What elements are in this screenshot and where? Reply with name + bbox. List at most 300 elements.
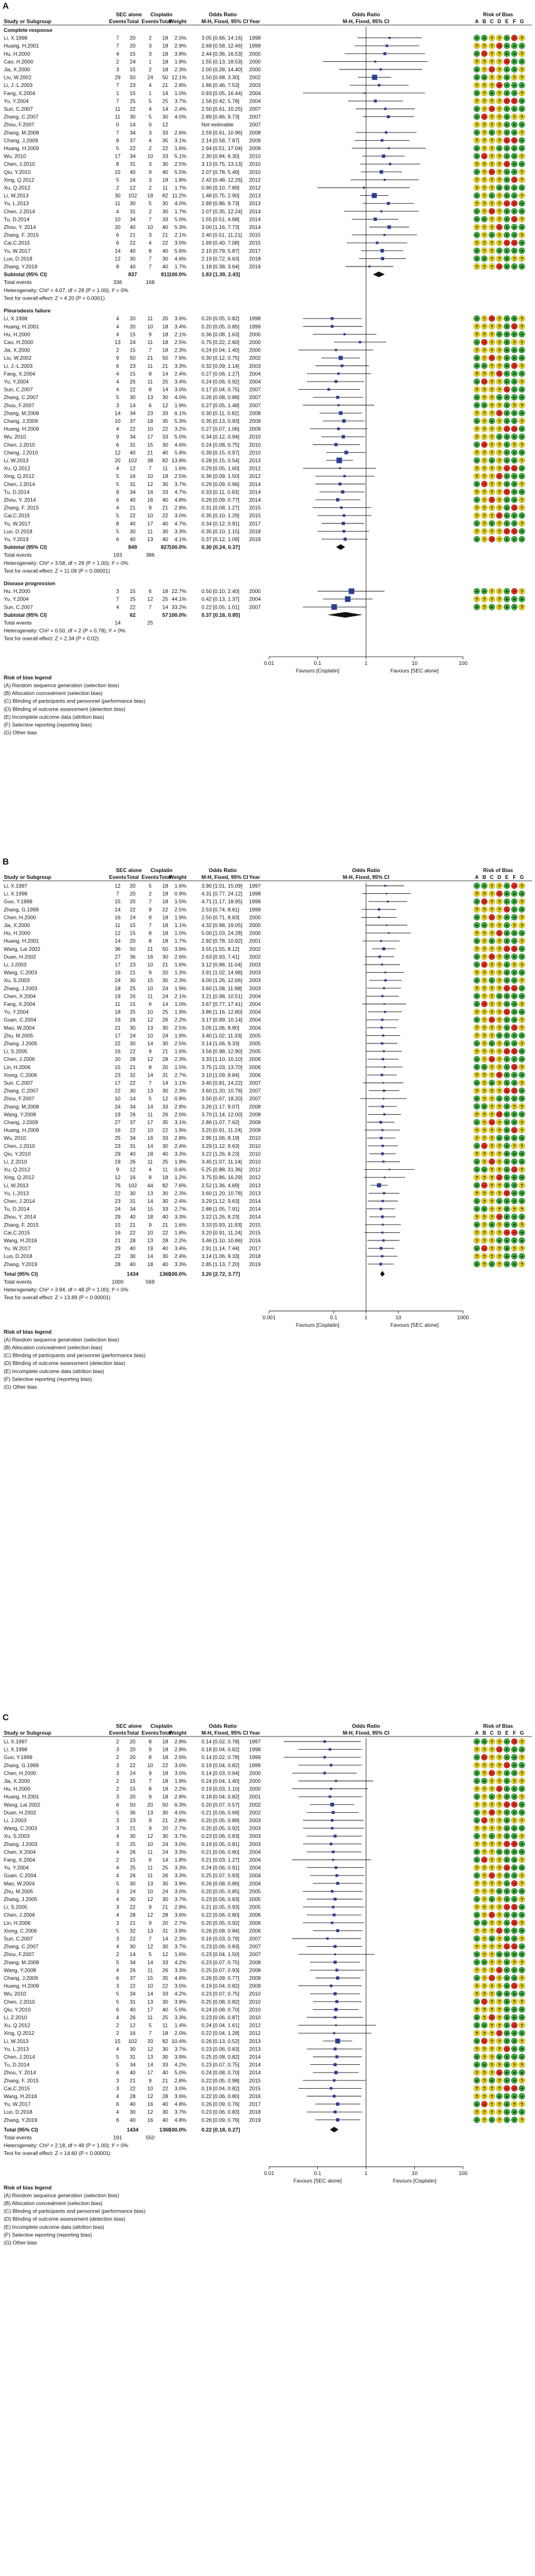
events-b: 17 (147, 434, 153, 440)
events-b: 8 (148, 1738, 152, 1745)
point-estimate-square (374, 99, 377, 103)
study-name: Hu, H.2000 (4, 1785, 31, 1792)
total-a: 34 (130, 1959, 136, 1965)
rob-symbol: ? (497, 419, 501, 424)
events-a: 36 (115, 945, 121, 952)
total-b: 18 (162, 883, 168, 889)
rob-symbol: ? (490, 1984, 494, 1989)
rob-symbol: + (520, 490, 524, 495)
rob-symbol: − (490, 68, 494, 73)
rob-symbol: + (512, 2016, 516, 2021)
weight-value: 0.9% (174, 890, 186, 897)
rob-symbol: − (497, 84, 501, 88)
events-b: 3 (148, 176, 152, 183)
summary-total-a: 1434 (126, 2126, 139, 2133)
rob-symbol: + (505, 380, 509, 385)
weight-value: 22.7% (171, 588, 186, 595)
study-name: Zhang, C.2007 (4, 1943, 39, 1950)
rob-symbol: ? (490, 1247, 494, 1252)
rob-symbol: + (520, 1073, 524, 1078)
events-b: 18 (147, 1214, 153, 1220)
events-b: 17 (147, 2006, 153, 2013)
study-name: Jia, X.2000 (4, 66, 30, 73)
study-name: Yu, W.2017 (4, 520, 31, 527)
events-b: 10 (147, 1840, 153, 1847)
x-tick-label: 100 (459, 2169, 467, 2176)
rob-symbol: + (475, 443, 479, 448)
events-b: 12 (147, 1896, 153, 1902)
rob-symbol: + (505, 1858, 509, 1863)
header-rob-letter: E (505, 18, 509, 24)
rob-symbol: ? (490, 388, 494, 393)
events-a: 3 (116, 2077, 120, 2084)
total-a: 40 (130, 535, 136, 542)
year-value: 2010 (249, 449, 261, 456)
study-name: Zhang, F. 2015 (4, 504, 39, 511)
rob-symbol: + (505, 1255, 509, 1259)
total-a: 16 (130, 176, 136, 183)
weight-value: 1.8% (174, 58, 186, 65)
or-ci-value: 2.59 [0.61, 10.96] (201, 129, 243, 136)
rob-symbol: + (512, 1890, 516, 1895)
rob-symbol: − (490, 916, 494, 921)
weight-value: 2.1% (174, 993, 186, 1000)
rob-symbol: − (512, 1065, 516, 1070)
total-b: 18 (162, 898, 168, 905)
total-a: 28 (130, 2093, 136, 2099)
rob-symbol: − (490, 537, 494, 542)
summary-weight: 100.0% (168, 611, 186, 618)
or-ci-value: 0.93 [0.05, 16.44] (201, 89, 243, 96)
or-ci-value: 0.24 [0.08, 0.75] (201, 441, 240, 448)
year-value: 2010 (249, 153, 261, 160)
weight-value: 7.6% (174, 1182, 186, 1189)
rob-symbol: ? (482, 60, 486, 65)
rob-symbol: + (505, 1223, 509, 1228)
total-b: 18 (162, 2030, 168, 2037)
rob-symbol: + (512, 249, 516, 254)
rob-symbol: ? (497, 522, 501, 527)
bias-legend-item: (G) Other bias (4, 1384, 38, 1390)
events-b: 8 (148, 1174, 152, 1181)
events-a: 22 (115, 1040, 121, 1047)
weight-value: 5.1% (174, 153, 186, 160)
study-name: Li, J.-L.2003 (4, 362, 33, 369)
events-a: 27 (115, 1119, 121, 1125)
rob-symbol: + (505, 474, 509, 479)
events-a: 6 (116, 2006, 120, 2013)
rob-symbol: + (475, 1772, 479, 1777)
header-rob-letter: C (489, 874, 494, 880)
rob-symbol: ? (475, 986, 479, 991)
year-value: 2006 (249, 1919, 261, 1926)
point-estimate-square (378, 908, 380, 911)
rob-symbol: ? (520, 2063, 524, 2068)
events-b: 10 (147, 473, 153, 480)
rob-symbol: − (497, 1969, 501, 1974)
rob-symbol: ? (520, 1858, 524, 1863)
total-b: 18 (162, 338, 168, 345)
study-name: Luo, D.2018 (4, 255, 33, 262)
total-a: 40 (130, 1150, 136, 1157)
rob-symbol: ? (482, 1929, 486, 1934)
rob-symbol: − (505, 388, 509, 393)
rob-symbol: ? (497, 955, 501, 960)
rob-symbol: ? (482, 947, 486, 952)
rob-symbol: ? (482, 225, 486, 230)
rob-symbol: ? (497, 947, 501, 952)
weight-value: 2.6% (174, 953, 186, 960)
total-b: 30 (162, 1943, 168, 1950)
total-a: 21 (130, 231, 136, 238)
or-ci-value: 0.36 [0.08, 1.63] (201, 331, 240, 338)
rob-symbol: + (520, 1152, 524, 1157)
total-b: 26 (162, 1872, 168, 1879)
total-a: 26 (130, 1872, 136, 1879)
rob-symbol: ? (475, 2032, 479, 2036)
rob-symbol: ? (497, 537, 501, 542)
rob-symbol: − (497, 265, 501, 270)
year-value: 2003 (249, 1825, 261, 1832)
total-b: 40 (162, 168, 168, 175)
or-ci-value: 2.50 [0.61, 10.25] (201, 106, 243, 112)
point-estimate-square (336, 1882, 339, 1885)
rob-symbol: + (505, 451, 509, 456)
rob-symbol: + (490, 233, 494, 238)
total-a: 22 (130, 604, 136, 611)
total-a: 26 (130, 1017, 136, 1023)
rob-symbol: + (505, 1772, 509, 1777)
rob-symbol: + (505, 1137, 509, 1141)
study-name: Zhang, M.2008 (4, 129, 39, 136)
rob-symbol: − (497, 1113, 501, 1118)
point-estimate-square (342, 435, 345, 438)
study-name: Zhou, Y. 2014 (4, 2069, 36, 2076)
weight-value: 7.6% (174, 355, 186, 362)
rob-symbol: ? (475, 139, 479, 144)
rob-symbol: ? (482, 163, 486, 167)
events-b: 14 (147, 1253, 153, 1260)
study-name: Hu, H.2000 (4, 50, 31, 57)
events-a: 16 (115, 914, 121, 921)
rob-symbol: + (475, 2024, 479, 2029)
study-name: Sun, C.2007 (4, 604, 33, 611)
events-a: 12 (115, 255, 121, 262)
rob-symbol: − (482, 1002, 486, 1007)
year-value: 2004 (249, 993, 261, 1000)
rob-symbol: + (520, 225, 524, 230)
rob-symbol: + (475, 1937, 479, 1942)
or-ci-value: 3.45 [1.07, 11.14] (201, 1159, 242, 1165)
point-estimate-square (330, 2087, 332, 2089)
events-b: 3 (148, 50, 152, 57)
events-b: 10 (147, 512, 153, 519)
total-b: 21 (162, 1048, 168, 1055)
weight-value: 2.6% (174, 1754, 186, 1761)
rob-symbol: + (520, 2008, 524, 2013)
rob-symbol: + (475, 1850, 479, 1855)
total-events-a: 1000 (111, 1279, 124, 1285)
events-a: 4 (116, 1943, 120, 1950)
events-b: 13 (147, 1998, 153, 2005)
rob-symbol: + (520, 1827, 524, 1832)
point-estimate-square (344, 475, 346, 477)
summary-label: Total (95% CI) (4, 1270, 38, 1277)
point-estimate-square (337, 427, 340, 430)
rob-symbol: + (505, 2079, 509, 2084)
events-b: 6 (148, 1857, 152, 1863)
year-value: 2007 (249, 394, 261, 401)
events-b: 0 (148, 121, 152, 128)
year-value: 1999 (249, 906, 261, 913)
total-b: 33 (162, 1990, 168, 1997)
total-events-a: 336 (113, 279, 122, 286)
point-estimate-square (333, 2032, 335, 2034)
events-a: 7 (116, 34, 120, 41)
events-b: 16 (147, 489, 153, 495)
rob-symbol: ? (482, 1772, 486, 1777)
weight-value: 3.4% (174, 378, 186, 385)
or-ci-value: 3.05 [0.66, 14.16] (201, 34, 243, 41)
total-a: 12 (130, 465, 136, 472)
point-estimate-square (349, 589, 354, 594)
rob-symbol: ? (482, 916, 486, 921)
year-value: 2005 (249, 1896, 261, 1902)
study-name: Chen, J.2014 (4, 480, 35, 487)
rob-symbol: ? (520, 916, 524, 921)
total-b: 22 (162, 240, 168, 246)
study-name: Chen, J.2010 (4, 161, 35, 168)
rob-symbol: + (512, 1929, 516, 1934)
rob-symbol: + (512, 1097, 516, 1102)
events-b: 9 (148, 1904, 152, 1910)
weight-value: 4.0% (174, 394, 186, 401)
rob-symbol: ? (475, 325, 479, 330)
rob-symbol: + (512, 2032, 516, 2036)
rob-symbol: + (505, 1105, 509, 1110)
weight-value: 5.0% (174, 2069, 186, 2076)
rob-symbol: ? (520, 1772, 524, 1777)
header-weight: Weight (169, 874, 186, 880)
rob-symbol: + (520, 1097, 524, 1102)
events-b: 11 (147, 338, 153, 345)
rob-symbol: ? (490, 427, 494, 432)
events-a: 14 (115, 410, 121, 417)
study-name: Chen, J.2014 (4, 2054, 35, 2060)
point-estimate-square (334, 443, 337, 446)
rob-symbol: + (520, 1842, 524, 1847)
point-estimate-square (336, 498, 339, 501)
bias-legend-item: (E) Incomplete outcome data (attrition bias) (4, 713, 104, 720)
rob-symbol: ? (475, 178, 479, 183)
rob-symbol: ? (520, 1740, 524, 1745)
study-name: Sun, C.2007 (4, 106, 33, 112)
total-a: 32 (130, 1072, 136, 1078)
rob-symbol: ? (520, 1081, 524, 1086)
point-estimate-square (344, 333, 345, 335)
rob-symbol: ? (490, 84, 494, 88)
total-a: 21 (130, 1825, 136, 1832)
rob-symbol: + (512, 317, 516, 322)
rob-symbol: + (505, 443, 509, 448)
rob-symbol: ? (482, 2055, 486, 2060)
rob-symbol: + (520, 1050, 524, 1055)
rob-symbol: − (505, 139, 509, 144)
rob-symbol: ? (520, 1105, 524, 1110)
or-ci-value: 2.52 [1.36, 4.69] (201, 1182, 240, 1189)
total-b: 26 (162, 1111, 168, 1118)
rob-symbol: + (505, 498, 509, 503)
total-b: 30 (162, 2109, 168, 2116)
rob-symbol: + (520, 1231, 524, 1236)
or-ci-value: 0.35 [0.10, 1.29] (201, 512, 240, 519)
rob-symbol: ? (497, 1772, 501, 1777)
total-a: 20 (130, 890, 136, 897)
weight-value: 2.8% (174, 1817, 186, 1823)
year-value: 1999 (249, 323, 261, 330)
point-estimate-square (335, 349, 337, 352)
or-ci-value: 2.95 [1.06, 8.19] (201, 1135, 240, 1142)
rob-symbol: + (512, 1858, 516, 1863)
rob-symbol: ? (475, 474, 479, 479)
rob-symbol: − (505, 1010, 509, 1015)
rob-symbol: ? (490, 1215, 494, 1220)
rob-symbol: + (475, 146, 479, 151)
year-value: 2007 (249, 1951, 261, 1958)
rob-symbol: + (505, 233, 509, 238)
year-value: 2013 (249, 200, 261, 207)
total-a: 30 (130, 200, 136, 207)
year-value: 2000 (249, 50, 261, 57)
events-b: 10 (147, 1229, 153, 1236)
or-ci-value: 3.56 [0.98, 12.90] (201, 1048, 243, 1055)
weight-value: 4.0% (174, 200, 186, 207)
study-name: Sun, C.2007 (4, 1935, 33, 1942)
rob-symbol: + (520, 163, 524, 167)
year-value: 2014 (249, 224, 261, 230)
total-b: 18 (162, 323, 168, 330)
events-a: 3 (116, 1904, 120, 1910)
or-ci-value: 0.21 [0.06, 0.69] (201, 1809, 240, 1816)
weight-value: 3.0% (174, 240, 186, 246)
events-b: 7 (148, 604, 152, 611)
weight-value: 1.2% (174, 1174, 186, 1181)
year-value: 2019 (249, 2116, 261, 2123)
rob-symbol: + (512, 380, 516, 385)
rob-symbol: + (475, 498, 479, 503)
rob-symbol: ? (482, 333, 486, 338)
rob-symbol: + (520, 947, 524, 952)
events-b: 18 (147, 1260, 153, 1267)
events-a: 21 (115, 1237, 121, 1244)
rob-symbol: + (512, 435, 516, 440)
study-name: Zhang, M.2008 (4, 410, 39, 417)
year-value: 2009 (249, 1127, 261, 1133)
summary-total-b: 811 (161, 271, 170, 278)
weight-value: 2.3% (174, 1190, 186, 1197)
rob-symbol: + (520, 514, 524, 519)
year-value: 2013 (249, 192, 261, 199)
stat-text: Heterogeneity: Chi² = 3.58, df = 28 (P = 1.00); I² = 0% (4, 559, 129, 566)
rob-symbol: + (497, 333, 501, 338)
year-value: 2002 (249, 953, 261, 960)
rob-symbol: − (512, 1168, 516, 1173)
weight-value: 2.8% (174, 2077, 186, 2084)
rob-symbol: ? (520, 1818, 524, 1823)
point-estimate-square (330, 1764, 332, 1767)
rob-symbol: + (512, 451, 516, 456)
events-b: 17 (147, 1119, 153, 1125)
events-b: 10 (147, 1982, 153, 1989)
rob-symbol: − (505, 1905, 509, 1910)
forest-plot-panel-b (0, 856, 535, 1711)
year-value: 2014 (249, 1205, 261, 1212)
rob-symbol: + (475, 1058, 479, 1062)
point-estimate-square (381, 1018, 384, 1021)
study-name: Huang, H.2009 (4, 145, 39, 151)
rob-symbol: ? (497, 233, 501, 238)
weight-value: 3.3% (174, 1214, 186, 1220)
point-estimate-square (330, 1788, 332, 1790)
or-ci-value: 0.21 [0.03, 1.27] (201, 1857, 240, 1863)
events-a: 4 (116, 1833, 120, 1840)
rob-symbol: ? (497, 467, 501, 472)
study-name: Xing, Q.2012 (4, 2030, 34, 2037)
rob-symbol: ? (482, 2032, 486, 2036)
rob-symbol: ? (482, 325, 486, 330)
rob-symbol: ? (490, 1176, 494, 1180)
study-name: Yu, L.2013 (4, 1190, 29, 1197)
rob-symbol: ? (497, 131, 501, 136)
year-value: 2004 (249, 1857, 261, 1863)
study-name: Chen, X.2004 (4, 993, 36, 1000)
rob-symbol: ? (520, 36, 524, 41)
rob-symbol: ? (482, 1223, 486, 1228)
rob-symbol: ? (497, 2102, 501, 2107)
events-b: 5 (148, 1095, 152, 1102)
rob-symbol: ? (497, 403, 501, 408)
rob-symbol: ? (520, 963, 524, 968)
total-a: 40 (130, 224, 136, 230)
year-value: 2000 (249, 930, 261, 936)
weight-value: 3.7% (174, 98, 186, 104)
total-a: 28 (130, 1237, 136, 1244)
point-estimate-square (337, 458, 342, 464)
or-ci-value: 0.22 [0.05, 0.98] (201, 2077, 240, 2084)
point-estimate-square (381, 1232, 383, 1234)
summary-or-ci: 1.83 [1.39, 2.43] (201, 271, 240, 278)
rob-symbol: + (505, 459, 509, 464)
total-a: 26 (130, 1111, 136, 1118)
year-value: 1999 (249, 1762, 261, 1768)
events-b: 3 (148, 161, 152, 168)
point-estimate-square (383, 1192, 385, 1195)
bias-legend-title: Risk of bias legend (4, 2184, 52, 2191)
rob-symbol: − (505, 241, 509, 246)
rob-symbol: ? (490, 52, 494, 57)
weight-value: 3.7% (174, 2046, 186, 2052)
rob-symbol: ? (497, 597, 501, 602)
events-a: 27 (115, 953, 121, 960)
events-a: 4 (116, 1912, 120, 1919)
or-ci-value: 0.37 [0.12, 1.09] (201, 535, 240, 542)
rob-symbol: − (512, 2024, 516, 2029)
total-b: 11 (162, 1166, 168, 1173)
total-a: 34 (130, 489, 136, 495)
rob-symbol: ? (520, 606, 524, 611)
study-name: Fang, X.2004 (4, 1857, 36, 1863)
point-estimate-square (383, 987, 385, 989)
